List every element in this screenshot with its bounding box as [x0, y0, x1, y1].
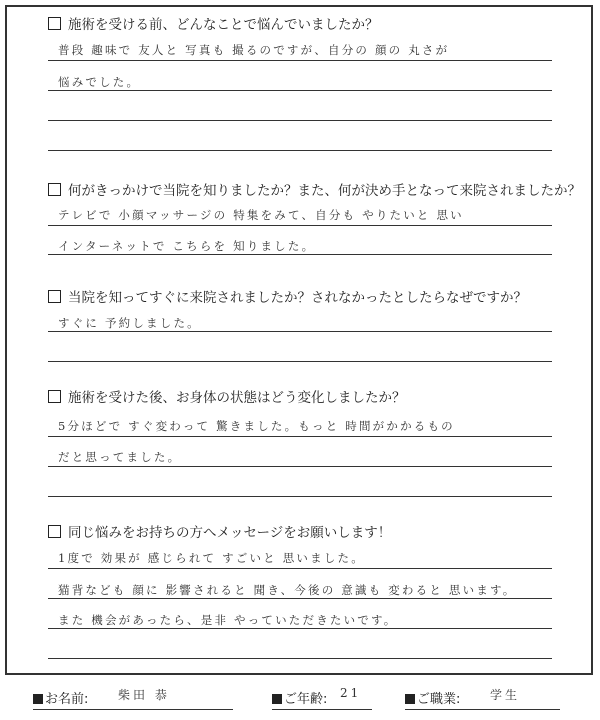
answer-4-line-2: だと思ってました。	[58, 450, 182, 464]
answer-rule	[48, 628, 552, 629]
answer-rule	[48, 120, 552, 121]
question-4	[48, 386, 406, 406]
question-4-label: 施術を受けた後、お身体の状態はどう変化しましたか？	[68, 390, 406, 406]
square-bullet-icon	[33, 694, 43, 704]
answer-rule	[48, 598, 552, 599]
answer-4-line-1: 5分ほどで すぐ変わって 驚きました。もっと 時間がかかるもの	[58, 419, 455, 433]
answer-3-line-1: すぐに 予約しました。	[58, 316, 201, 330]
question-5	[48, 521, 391, 541]
name-underline	[33, 709, 233, 710]
answer-rule	[48, 331, 552, 332]
square-bullet-icon	[405, 694, 415, 704]
age-label: ご年齢:	[272, 688, 327, 707]
question-1-label: 施術を受ける前、どんなことで悩んでいましたか？	[68, 17, 379, 33]
answer-rule	[48, 150, 552, 151]
question-1	[48, 13, 379, 33]
occupation-underline	[405, 709, 560, 710]
checkbox-icon	[48, 17, 61, 30]
answer-2-line-1: テレビで 小顔マッサージの 特集をみて、自分も やりたいと 思い	[58, 208, 464, 222]
answer-5-line-3: また 機会があったら、是非 やっていただきたいです。	[58, 613, 398, 627]
question-3	[48, 286, 527, 306]
answer-rule	[48, 568, 552, 569]
question-5-label: 同じ悩みをお持ちの方へメッセージをお願いします！	[68, 525, 392, 541]
answer-2-line-2: インターネットで こちらを 知りました。	[58, 239, 316, 253]
answer-rule	[48, 254, 552, 255]
question-2-label: 何がきっかけで当院を知りましたか？また、何が決め手となって来院されましたか？	[68, 183, 581, 199]
answer-rule	[48, 436, 552, 437]
respondent-info	[0, 679, 600, 717]
questionnaire-frame	[5, 5, 593, 675]
checkbox-icon	[48, 183, 61, 196]
answer-rule	[48, 361, 552, 362]
square-bullet-icon	[272, 694, 282, 704]
answer-1-line-1: 普段 趣味で 友人と 写真も 撮るのですが、自分の 顔の 丸さが	[58, 43, 450, 57]
checkbox-icon	[48, 390, 61, 403]
answer-1-line-2: 悩みでした。	[58, 75, 141, 89]
answer-rule	[48, 60, 552, 61]
answer-rule	[48, 658, 552, 659]
answer-5-line-2: 猫背なども 顔に 影響されると 聞き、今後の 意識も 変わると 思います。	[58, 583, 517, 597]
name-label: お名前:	[33, 688, 88, 707]
checkbox-icon	[48, 290, 61, 303]
occupation-label: ご職業:	[405, 688, 460, 707]
name-value: 柴田 恭	[118, 688, 170, 702]
answer-5-line-1: 1度で 効果が 感じられて すごいと 思いました。	[58, 551, 365, 565]
occupation-value: 学生	[490, 688, 521, 702]
answer-rule	[48, 90, 552, 91]
answer-rule	[48, 225, 552, 226]
answer-rule	[48, 496, 552, 497]
age-underline	[272, 709, 372, 710]
checkbox-icon	[48, 525, 61, 538]
question-3-label: 当院を知ってすぐに来院されましたか？されなかったとしたらなぜですか？	[68, 290, 527, 306]
question-2	[48, 179, 581, 199]
age-value: 21	[340, 686, 362, 700]
answer-rule	[48, 466, 552, 467]
